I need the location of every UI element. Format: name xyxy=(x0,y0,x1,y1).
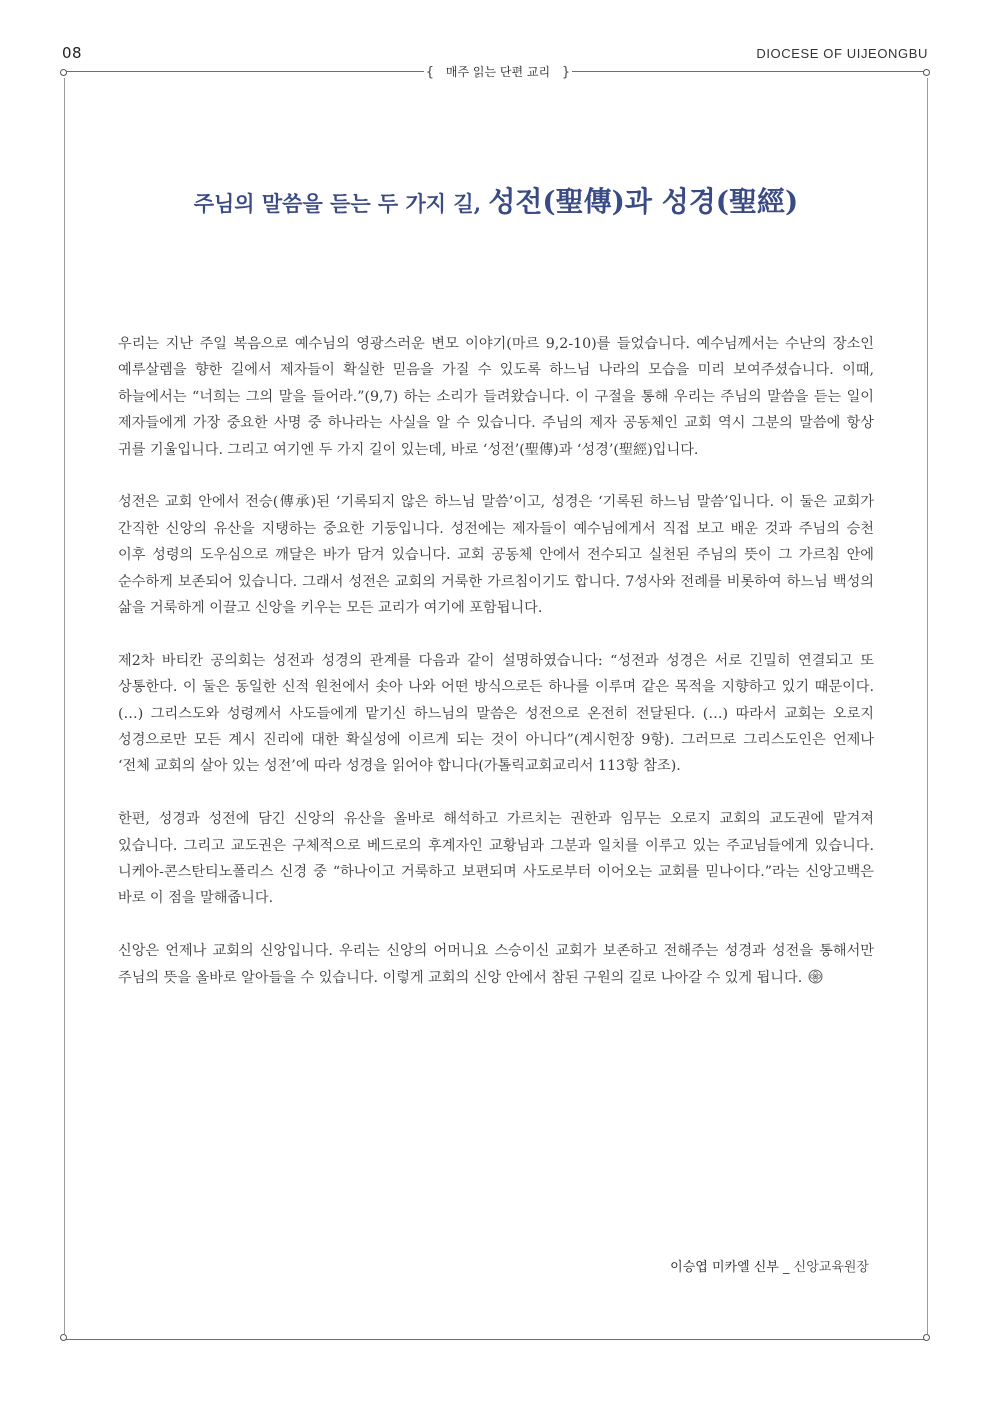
article-title-main: 성전(聖傳)과 성경(聖經) xyxy=(488,185,799,218)
frame-left-line xyxy=(64,78,65,1334)
paragraph-3: 제2차 바티칸 공의회는 성전과 성경의 관계를 다음과 같이 설명하였습니다: “성전과 성경은 서로 긴밀히 연결되고 또 상통한다. 이 둘은 동일한 신적 원천에서 솟아 나와 어떤 방식으로든 하나를 이루며 같은 목적을 지향하고 있기 때문이다. (…) 그리스도와 성령께서 사도들에게 맡기신 하느님의 말씀은 성전으로 온전히 전달된다. (…) 따라서 교회는 오로지 성경으로만 모든 계시 진리에 대한 확실성에 이르게 되는 것이 아니다”(계시헌장 9항). 그러므로 그리스도인은 언제나 ‘전체 교회의 살아 있는 성전’에 따라 성경을 읽어야 합니다(가톨릭교회교리서 113항 참조). xyxy=(118,652,874,775)
article-title xyxy=(0,180,992,220)
corner-dot-bottom-left xyxy=(60,1334,67,1341)
brace-open: { xyxy=(425,65,435,80)
author-role: _ 신앙교육원장 xyxy=(778,1260,869,1275)
paragraph-1: 우리는 지난 주일 복음으로 예수님의 영광스러운 변모 이야기(마르 9,2-10)를 들었습니다. 예수님께서는 수난의 장소인 예루살렘을 향한 길에서 제자들이 확실한 믿음을 가질 수 있도록 하느님 나라의 모습을 미리 보여주셨습니다. 이때, 하늘에서는 “너희는 그의 말을 들어라.”(9,7) 하는 소리가 들려왔습니다. 이 구절을 통해 우리는 주님의 말씀을 듣는 일이 제자들에게 가장 중요한 사명 중 하나라는 사실을 알 수 있습니다. 주님의 제자 공동체인 교회 역시 그분의 말씀에 항상 귀를 기울입니다. 그리고 여기엔 두 가지 길이 있는데, 바로 ‘성전’(聖傳)과 ‘성경’(聖經)입니다. xyxy=(118,336,874,458)
series-title xyxy=(424,63,572,80)
flower-ornament-icon xyxy=(808,969,823,984)
paragraph-4: 한편, 성경과 성전에 담긴 신앙의 유산을 올바로 해석하고 가르치는 권한과 임무는 오로지 교회의 교도권에 맡겨져 있습니다. 그리고 교도권은 구체적으로 베드로의 후계자인 교황님과 그분과 일치를 이루고 있는 주교님들에게 있습니다. 니케아-콘스탄티노폴리스 신경 중 “하나이고 거룩하고 보편되며 사도로부터 이어오는 교회를 믿나이다.”라는 신앙고백은 바로 이 점을 말해줍니다. xyxy=(118,811,874,907)
paragraph-2: 성전은 교회 안에서 전승(傳承)된 ‘기록되지 않은 하느님 말씀’이고, 성경은 ‘기록된 하느님 말씀’입니다. 이 둘은 교회가 간직한 신앙의 유산을 지탱하는 중요한 기둥입니다. 성전에는 제자들이 예수님에게서 직접 보고 배운 것과 주님의 승천 이후 성령의 도우심으로 깨달은 바가 담겨 있습니다. 교회 공동체 안에서 전수되고 실천된 주님의 뜻이 그 가르침 안에 순수하게 보존되어 있습니다. 그래서 성전은 교회의 거룩한 가르침이기도 합니다. 7성사와 전례를 비롯하여 하느님 백성의 삶을 거룩하게 이끌고 신앙을 키우는 모든 교리가 여기에 포함됩니다. xyxy=(118,494,874,617)
frame-bottom-line xyxy=(66,1339,926,1340)
series-title-text: 매주 읽는 단편 교리 xyxy=(445,65,551,79)
frame-right-line xyxy=(927,78,928,1334)
paragraph-5-text: 신앙은 언제나 교회의 신앙입니다. 우리는 신앙의 어머니요 스승이신 교회가 보존하고 전해주는 성경과 성전을 통해서만 주님의 뜻을 올바로 알아들을 수 있습니다. 이렇게 교회의 신앙 안에서 참된 구원의 길로 나아갈 수 있게 됩니다. xyxy=(118,943,874,986)
author-byline xyxy=(670,1256,869,1275)
corner-dot-top-left xyxy=(60,69,67,76)
corner-dot-bottom-right xyxy=(923,1334,930,1341)
paragraph-5 xyxy=(118,938,874,991)
article-body xyxy=(118,331,874,1017)
brace-close: } xyxy=(561,65,571,80)
corner-dot-top-right xyxy=(923,69,930,76)
page-number: 08 xyxy=(62,44,83,62)
author-name: 이승엽 미카엘 신부 xyxy=(670,1260,779,1275)
diocese-name: DIOCESE OF UIJEONGBU xyxy=(756,46,928,61)
article-title-lead: 주님의 말씀을 듣는 두 가지 길, xyxy=(193,191,489,216)
